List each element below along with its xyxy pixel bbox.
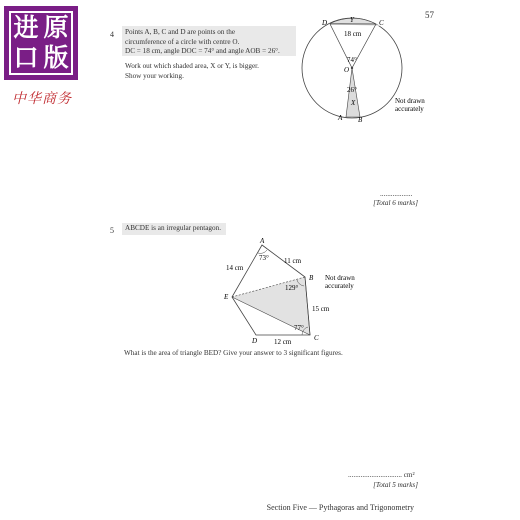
badge-char-1: 进 <box>13 13 39 42</box>
question-5-number: 5 <box>110 226 114 235</box>
label-c: C <box>379 19 384 27</box>
q4-task-line-1: Work out which shaded area, X or Y, is bigger. <box>125 62 259 70</box>
label-c: C <box>314 334 319 342</box>
question-5-statement: ABCDE is an irregular pentagon. <box>122 223 226 235</box>
q4-total-marks: [Total 6 marks] <box>373 199 418 207</box>
question-4-task <box>125 62 259 81</box>
badge-char-4: 版 <box>43 43 69 72</box>
q5-answer-unit: cm² <box>403 471 415 479</box>
angle-c: 77° <box>294 324 304 332</box>
question-5-prompt: What is the area of triangle BED? Give your answer to 3 significant figures. <box>124 349 343 357</box>
side-cd: 12 cm <box>274 338 292 346</box>
label-y: Y <box>350 16 354 24</box>
label-d: D <box>322 19 328 27</box>
pentagon-diagram <box>214 236 364 348</box>
question-4-number: 4 <box>110 30 114 39</box>
q4-statement-line-3: DC = 18 cm, angle DOC = 74° and angle AOB = 26°. <box>125 47 280 56</box>
label-a: A <box>338 114 343 122</box>
centre-point <box>351 67 353 69</box>
angle-a: 73° <box>259 254 269 262</box>
side-ea: 14 cm <box>226 264 244 272</box>
q4-task-line-2: Show your working. <box>125 71 184 80</box>
label-o: O <box>344 66 350 74</box>
page-number: 57 <box>425 10 434 20</box>
length-dc: 18 cm <box>344 30 362 38</box>
label-a: A <box>260 237 265 245</box>
q5-answer-dots: .............................. <box>348 471 402 479</box>
angle-b: 129° <box>285 284 299 292</box>
angle-doc: 74° <box>347 56 357 64</box>
q5-total-marks: [Total 5 marks] <box>373 481 418 489</box>
badge-char-3: 口 <box>13 43 39 72</box>
angle-aob: 26° <box>347 86 357 94</box>
side-bc: 15 cm <box>312 305 330 313</box>
note-line-1: Not drawn <box>395 97 425 105</box>
label-d: D <box>252 337 258 345</box>
label-b: B <box>358 116 363 124</box>
q4-statement-line-2: circumference of a circle with centre O. <box>125 37 240 46</box>
label-x: X <box>351 99 356 107</box>
angle-a-arc <box>258 250 267 253</box>
q5-answer-line <box>348 471 415 481</box>
question-4-statement-box <box>122 26 296 56</box>
publisher-logo: 中华商务 <box>12 92 72 107</box>
side-ab: 11 cm <box>284 257 302 265</box>
note-line-2: accurately <box>395 105 424 113</box>
note-line-2: accurately <box>325 282 354 290</box>
q4-statement-line-1: Points A, B, C and D are points on the <box>125 28 236 36</box>
import-original-badge <box>4 6 78 80</box>
label-b: B <box>309 274 314 282</box>
badge-char-2: 原 <box>43 13 69 42</box>
q4-answer-line: .................. <box>380 190 413 198</box>
section-footer: Section Five — Pythagoras and Trigonometry <box>266 503 414 512</box>
label-e: E <box>224 293 229 301</box>
circle-diagram <box>300 16 440 128</box>
note-line-1: Not drawn <box>325 274 355 282</box>
